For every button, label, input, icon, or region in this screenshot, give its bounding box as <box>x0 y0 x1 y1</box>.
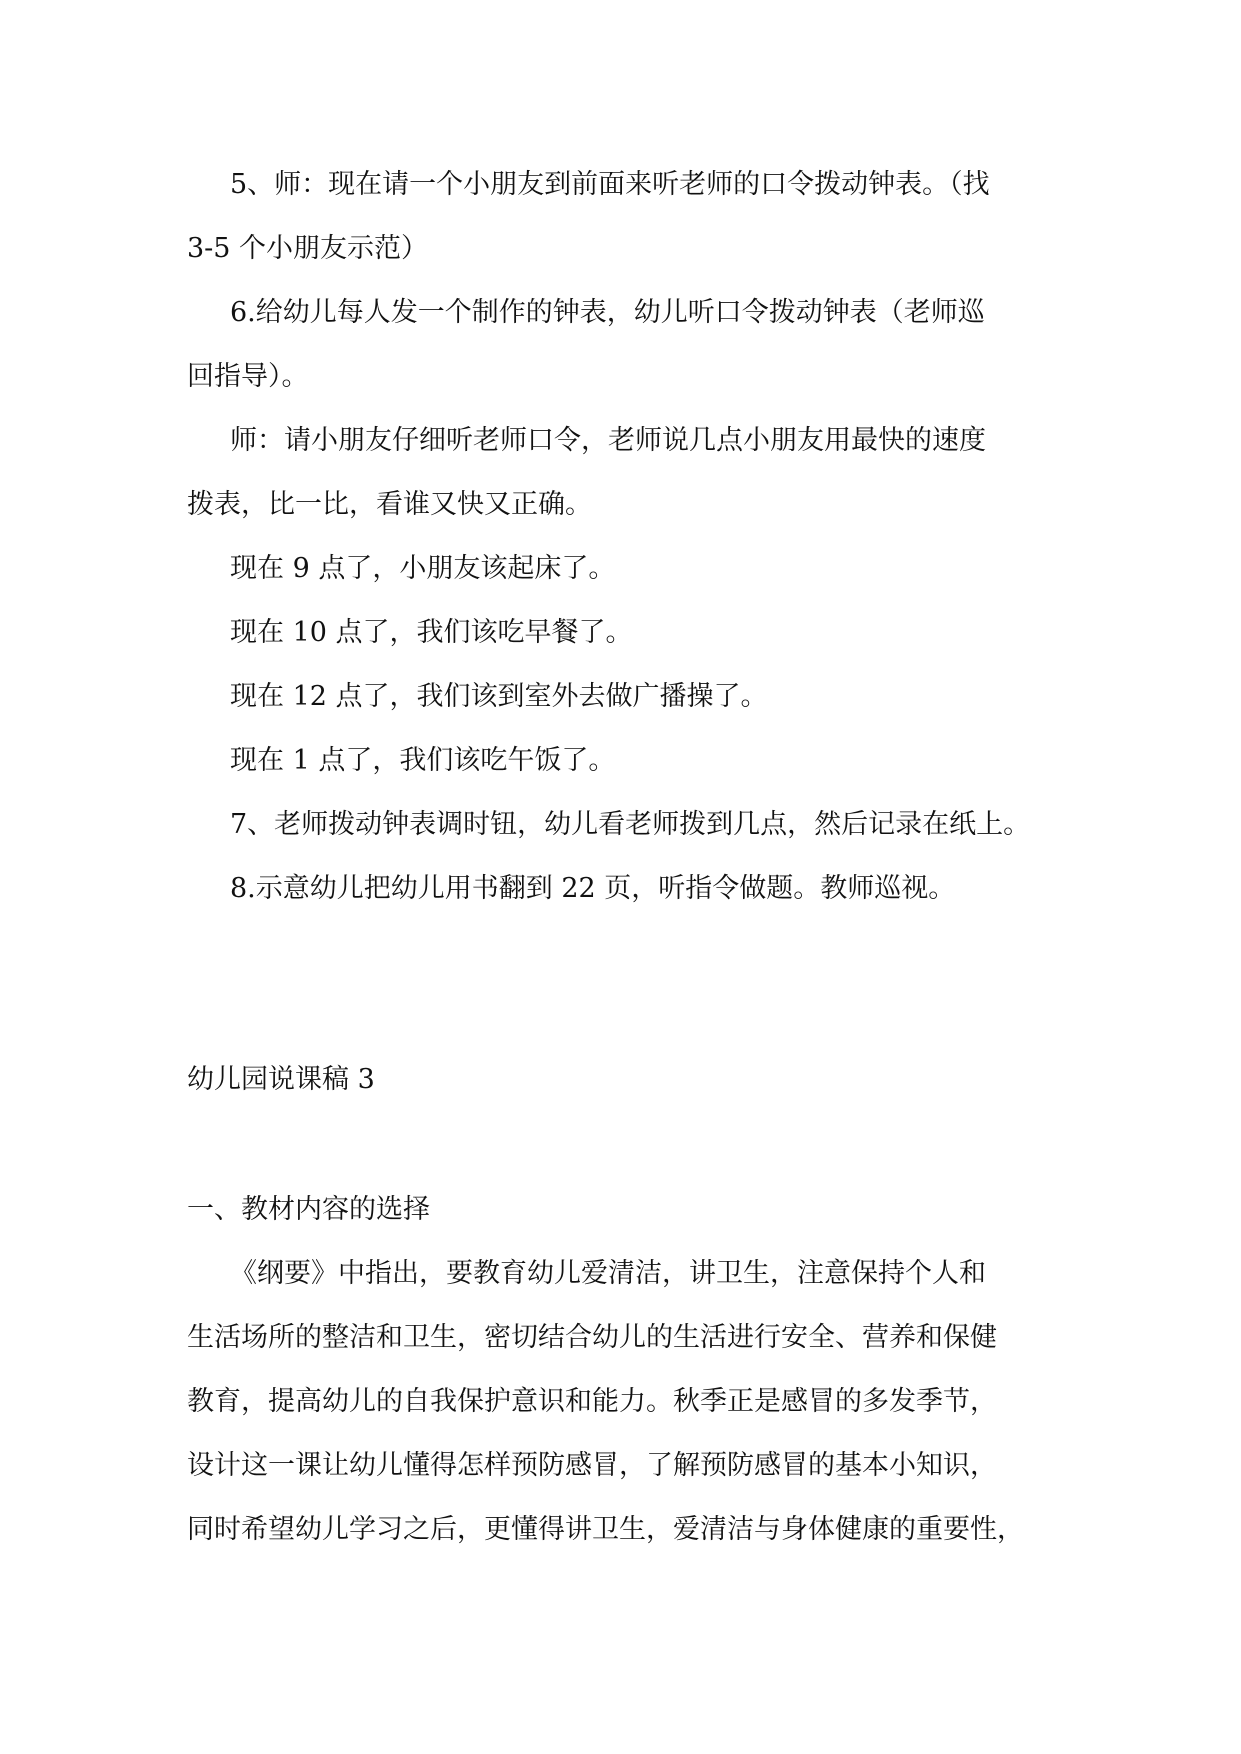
paragraph-step-8: 8.示意幼儿把幼儿用书翻到 22 页，听指令做题。教师巡视。 <box>230 873 956 904</box>
paragraph-time-1: 现在 1 点了，我们该吃午饭了。 <box>230 745 616 776</box>
paragraph-step-6: 6.给幼儿每人发一个制作的钟表，幼儿听口令拨动钟表（老师巡 <box>230 297 985 328</box>
paragraph-teacher-instruction: 师：请小朋友仔细听老师口令，老师说几点小朋友用最快的速度 <box>230 425 986 456</box>
section-title: 幼儿园说课稿 3 <box>187 1064 375 1095</box>
subsection-heading: 一、教材内容的选择 <box>187 1194 430 1225</box>
paragraph-time-9: 现在 9 点了，小朋友该起床了。 <box>230 553 616 584</box>
body-paragraph-line: 《纲要》中指出，要教育幼儿爱清洁，讲卫生，注意保持个人和 <box>230 1258 986 1289</box>
paragraph-teacher-instruction-cont: 拨表，比一比，看谁又快又正确。 <box>187 489 592 520</box>
paragraph-time-12: 现在 12 点了，我们该到室外去做广播操了。 <box>230 681 768 712</box>
paragraph-step-6-cont: 回指导）。 <box>187 361 309 392</box>
paragraph-step-5-cont: 3-5 个小朋友示范） <box>187 233 429 264</box>
body-paragraph-line: 生活场所的整洁和卫生，密切结合幼儿的生活进行安全、营养和保健 <box>187 1322 997 1353</box>
paragraph-time-10: 现在 10 点了，我们该吃早餐了。 <box>230 617 633 648</box>
body-paragraph-line: 设计这一课让幼儿懂得怎样预防感冒，了解预防感冒的基本小知识， <box>187 1450 997 1481</box>
paragraph-step-7: 7、老师拨动钟表调时钮，幼儿看老师拨到几点，然后记录在纸上。 <box>230 809 1031 840</box>
body-paragraph-line: 教育，提高幼儿的自我保护意识和能力。秋季正是感冒的多发季节， <box>187 1386 997 1417</box>
body-paragraph-line: 同时希望幼儿学习之后，更懂得讲卫生，爱清洁与身体健康的重要性， <box>187 1514 1024 1545</box>
paragraph-step-5: 5、师：现在请一个小朋友到前面来听老师的口令拨动钟表。（找 <box>230 169 990 200</box>
